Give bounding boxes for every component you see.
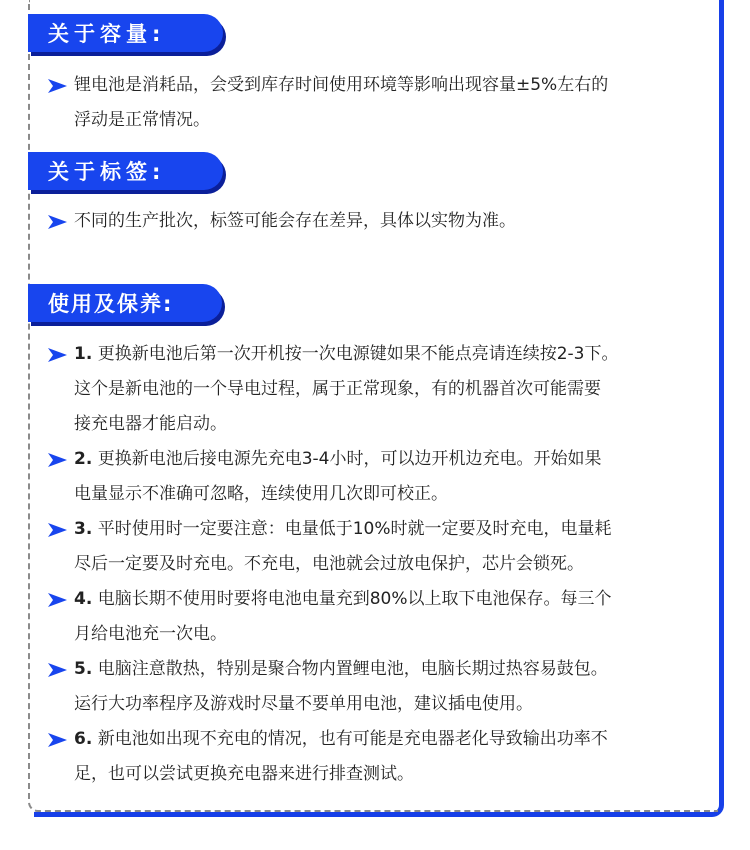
capacity-heading-text: 关于容量: [48,22,166,46]
usage-item-text: 电脑长期不使用时要将电池电量充到80%以上取下电池保存。每三个 [92,589,612,609]
arrow-bullet-icon [48,442,74,477]
usage-item-number: 5. [74,659,93,679]
capacity-section [48,68,713,138]
usage-item-text: 尽后一定要及时充电。不充电，电池就会过放电保护，芯片会锁死。 [74,554,584,574]
usage-heading [28,284,222,322]
capacity-line-1: 锂电池是消耗品，会受到库存时间使用环境等影响出现容量±5%左右的 [74,75,609,95]
usage-item-number: 4. [74,589,93,609]
usage-item-number: 2. [74,449,93,469]
usage-heading-text: 使用及保养: [48,292,174,316]
arrow-bullet-icon [48,204,74,239]
label-section [48,204,713,239]
arrow-bullet-icon [48,337,74,372]
arrow-bullet-icon [48,652,74,687]
capacity-line-2: 浮动是正常情况。 [74,110,210,130]
usage-item-number: 1. [74,344,93,364]
label-heading [28,152,223,190]
usage-item-text: 电量显示不准确可忽略，连续使用几次即可校正。 [74,484,448,504]
capacity-item [48,68,713,138]
usage-item-text: 更换新电池后接电源先充电3-4小时，可以边开机边充电。开始如果 [92,449,602,469]
usage-item-3 [48,512,713,582]
label-item [48,204,713,239]
label-heading-text: 关于标签: [48,160,166,184]
usage-item-5 [48,652,713,722]
usage-item-2 [48,442,713,512]
arrow-bullet-icon [48,722,74,757]
usage-item-text: 月给电池充一次电。 [74,624,227,644]
usage-item-text: 更换新电池后第一次开机按一次电源键如果不能点亮请连续按2-3下。 [92,344,619,364]
arrow-bullet-icon [48,512,74,547]
usage-item-text: 这个是新电池的一个导电过程，属于正常现象，有的机器首次可能需要 [74,379,601,399]
usage-item-6 [48,722,713,792]
usage-item-text: 平时使用时一定要注意：电量低于10%时就一定要及时充电，电量耗 [92,519,612,539]
arrow-bullet-icon [48,582,74,617]
usage-item-text: 接充电器才能启动。 [74,414,227,434]
usage-item-number: 3. [74,519,93,539]
usage-section [48,337,713,792]
label-line-1: 不同的生产批次，标签可能会存在差异，具体以实物为准。 [74,211,516,231]
arrow-bullet-icon [48,68,74,103]
usage-item-text: 运行大功率程序及游戏时尽量不要单用电池，建议插电使用。 [74,694,533,714]
usage-item-text: 新电池如出现不充电的情况，也有可能是充电器老化导致输出功率不 [92,729,608,749]
usage-item-text: 电脑注意散热，特别是聚合物内置鲤电池，电脑长期过热容易鼓包。 [92,659,608,679]
usage-item-text: 足，也可以尝试更换充电器来进行排查测试。 [74,764,414,784]
usage-item-number: 6. [74,729,93,749]
usage-item-1 [48,337,713,442]
usage-item-4 [48,582,713,652]
capacity-heading [28,14,223,52]
